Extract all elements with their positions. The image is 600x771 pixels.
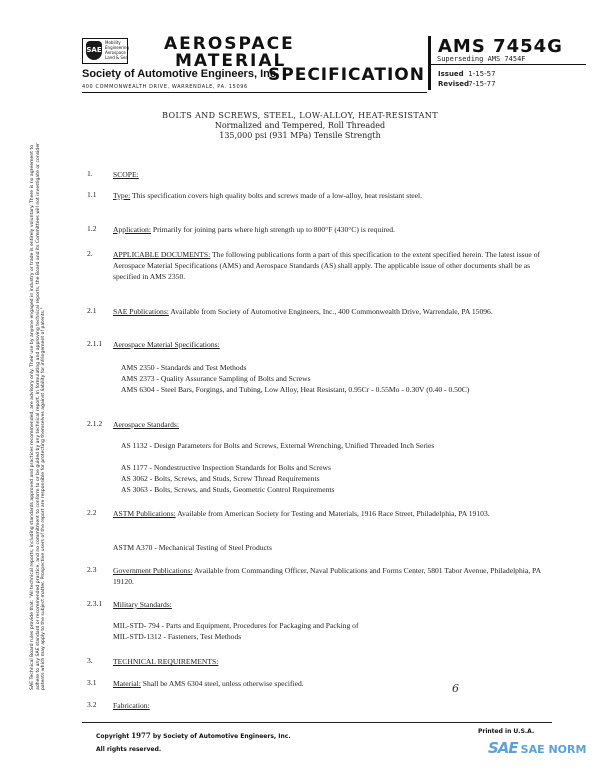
document-title: BOLTS AND SCREWS, STEEL, LOW-ALLOY, HEAT-RESISTANT: [162, 111, 438, 120]
header-title-line2: MATERIAL: [175, 51, 287, 71]
section-2-title: APPLICABLE DOCUMENTS:: [113, 250, 211, 259]
section-3-2-number: 3.2: [87, 700, 97, 709]
copyright-suffix: by Society of Automotive Engineers, Inc.: [152, 733, 291, 740]
section-3-1: [113, 678, 558, 689]
sae-logo-tagline: Mobility Engineering Aerospace Land & Sea: [105, 40, 129, 60]
superseding-note: Superseding AMS 7454F: [437, 55, 526, 63]
section-3-2-label: Fabrication:: [113, 701, 150, 710]
header-title-line1: AEROSPACE: [164, 34, 295, 54]
section-3-number: 3.: [87, 656, 93, 665]
sae-norm-watermark: [488, 738, 586, 757]
document-subtitle-2: 135,000 psi (931 MPa) Tensile Strength: [219, 131, 381, 140]
section-2-3-1-number: 2.3.1: [87, 599, 103, 608]
issued-label: Issued: [438, 70, 464, 78]
section-2-1-2-label: Aerospace Standards:: [113, 420, 180, 429]
section-1-number: 1.: [87, 169, 93, 178]
section-3-1-number: 3.1: [87, 678, 97, 687]
mil-ref-1: MIL-STD- 794 - Parts and Equipment, Procedures for Packaging and Packing of: [113, 621, 359, 630]
sae-disclaimer-side-note: SAE Technical Board rules provide that: "All technical reports, including standards approved and practices recommended, are advisory only. Their use by anyone engaged in industry or trade is entirely voluntary. There is no agreement to adhere to any SAE standard or recommended practice, and no commitment to conform to or be guided by any technical report. In formulating and approving technical reports, the Board and its Committees will not investigate or consider patents which may apply to the subject matter. Prospective users of the report are responsible for protecting themselves against liability for infringement of patents.": [30, 142, 47, 690]
section-2-1-number: 2.1: [87, 306, 97, 315]
document-subtitle-1: Normalized and Tempered, Roll Threaded: [214, 121, 386, 130]
ams-ref-3: AMS 6304 - Steel Bars, Forgings, and Tubing, Low Alloy, Heat Resistant, 0.95Cr - 0.55Mo - 0.30V (0.40 - 0.50C): [121, 385, 470, 394]
as-ref-1: AS 1132 - Design Parameters for Bolts and Screws, External Wrenching, Unified Threaded Inch Series: [121, 441, 435, 450]
revised-row: [438, 80, 496, 88]
printed-in-usa: Printed in U.S.A.: [478, 728, 535, 735]
section-2-1-2-number: 2.1.2: [87, 419, 103, 428]
section-2-1-1-number: 2.1.1: [87, 339, 103, 348]
footer-rule: [82, 722, 552, 723]
section-1-1-text: This specification covers high quality bolts and screws made of a low-alloy, heat resistant steel.: [131, 191, 423, 200]
handwritten-mark: 6: [452, 682, 459, 695]
ams-ref-1: AMS 2350 - Standards and Test Methods: [121, 363, 247, 372]
section-1-2-label: Application:: [113, 225, 151, 234]
mil-ref-2: MIL-STD-1312 - Fasteners, Test Methods: [113, 632, 242, 641]
section-1-1-label: Type:: [113, 191, 131, 200]
copyright-line: [96, 731, 291, 740]
section-1-title: SCOPE:: [113, 170, 139, 179]
section-1-1-number: 1.1: [87, 190, 97, 199]
as-ref-2: AS 1177 - Nondestructive Inspection Standards for Bolts and Screws: [121, 463, 331, 472]
rights-reserved: All rights reserved.: [96, 746, 162, 753]
section-2-1: [113, 306, 558, 317]
section-3-title: TECHNICAL REQUIREMENTS:: [113, 657, 219, 666]
section-1-1: [113, 190, 558, 201]
section-2-3-text: Available from Commanding Officer, Naval Publications and Forms Center, 5801 Tabor Avenue, Philadelphia, PA 19120.: [113, 566, 541, 586]
section-2-2-text: Available from American Society for Testing and Materials, 1916 Race Street, Philadelphia, PA 19103.: [177, 509, 490, 518]
as-ref-3: AS 3062 - Bolts, Screws, and Studs, Screw Thread Requirements: [121, 474, 320, 483]
section-2-3: [113, 565, 558, 587]
section-2: [113, 249, 558, 282]
section-2-1-label: SAE Publications:: [113, 307, 169, 316]
spec-box-rule: [428, 64, 586, 65]
section-2-3-number: 2.3: [87, 565, 97, 574]
section-2-1-text: Available from Society of Automotive Engineers, Inc., 400 Commonwealth Drive, Warrendale, PA 15096.: [170, 307, 493, 316]
section-3-1-label: Material:: [113, 679, 141, 688]
sae-emblem-icon: SAE: [86, 41, 102, 60]
sae-logo: [82, 38, 128, 64]
header-rule: [82, 92, 427, 93]
section-2-2-label: ASTM Publications:: [113, 509, 176, 518]
section-1-2-text: Primarily for joining parts where high strength up to 800°F (430°C) is required.: [152, 225, 395, 234]
astm-ref: ASTM A370 - Mechanical Testing of Steel Products: [113, 543, 272, 552]
header-title-line3: SPECIFICATION: [268, 65, 425, 85]
copyright-prefix: Copyright: [96, 733, 130, 740]
section-2-1-1-label: Aerospace Material Specifications:: [113, 340, 220, 349]
ams-ref-2: AMS 2373 - Quality Assurance Sampling of Bolts and Screws: [121, 374, 311, 383]
section-2-3-label: Government Publications:: [113, 566, 193, 575]
copyright-year: 1977: [131, 731, 151, 740]
section-1-2: [113, 224, 558, 235]
revised-date: 7-15-77: [468, 80, 496, 88]
as-ref-4: AS 3063 - Bolts, Screws, and Studs, Geometric Control Requirements: [121, 485, 335, 494]
org-name: Society of Automotive Engineers, Inc.: [82, 68, 280, 80]
section-2-number: 2.: [87, 249, 93, 258]
section-2-2-number: 2.2: [87, 508, 97, 517]
section-2-2: [113, 508, 558, 519]
section-2-text: The following publications form a part of this specification to the extent specified herein. The latest issue of Aerospace Material Specifications (AMS) and Aerospace Standards (AS) shall apply. The applicable issue of other documents shall be as specified in AMS 2350.: [113, 250, 541, 281]
issued-date: 1-15-57: [468, 70, 496, 78]
sae-norm-logo-icon: SAE: [488, 739, 518, 757]
section-2-3-1-label: Military Standards:: [113, 600, 172, 609]
section-1-2-number: 1.2: [87, 224, 97, 233]
issued-row: [438, 70, 496, 78]
revised-label: Revised: [438, 80, 470, 88]
sae-norm-text: SAE NORM: [520, 743, 587, 756]
section-3-1-text: Shall be AMS 6304 steel, unless otherwise specified.: [142, 679, 304, 688]
spec-number: AMS 7454G: [438, 36, 563, 57]
org-address: 400 COMMONWEALTH DRIVE, WARRENDALE, PA. 15096: [82, 84, 248, 90]
